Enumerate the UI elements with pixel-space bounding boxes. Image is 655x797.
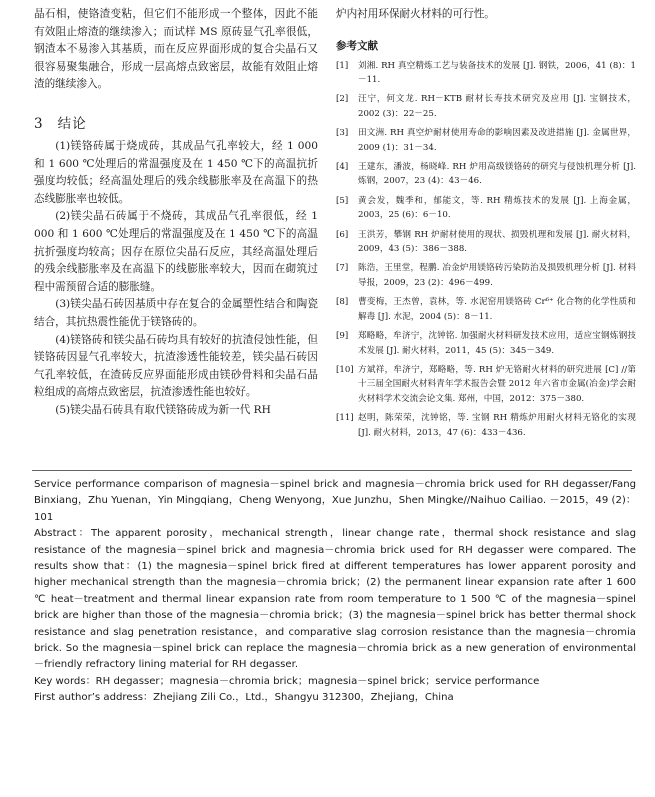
right-column [336, 6, 636, 445]
reference-number: [3] [336, 128, 349, 139]
reference-item [336, 363, 636, 406]
reference-number: [6] [336, 229, 349, 240]
reference-text: 赵明，陈荣荣，沈钟铭，等. 宝钢 RH 精炼炉用耐火材料无铬化的实现 [J]. 耐火材料，2013，47 (6)：433－436. [358, 413, 636, 438]
reference-number: [5] [336, 195, 349, 206]
reference-item [336, 411, 636, 440]
section-number: 3 [34, 115, 44, 132]
reference-number: [4] [336, 162, 349, 173]
english-abstract-block [34, 477, 636, 707]
section-heading [34, 112, 318, 132]
reference-item [336, 126, 636, 155]
intro-paragraph: 晶石相，使铬渣变粘，但它们不能形成一个整体，因此不能有效阻止熔渣的继续渗入；而试样 MS 原砖显气孔率很低，钢渣本不易渗入其基质，而在反应界面形成的复合尖晶石又很容易聚集融合，形成一层高熔点致密层，故能有效阻止熔渣的继续渗入。 [34, 8, 318, 91]
reference-text: 刘湘. RH 真空精炼工艺与装备技术的发展 [J]. 钢铁，2006，41 (8)：1－11. [358, 60, 636, 85]
reference-text: 黄会发，魏季和，郁能文，等. RH 精炼技术的发展 [J]. 上海金属，2003，25 (6)：6－10. [358, 195, 636, 221]
reference-item [336, 92, 636, 121]
section-divider [32, 470, 632, 471]
reference-text: 曹变梅，王杰曾，袁林，等. 水泥窑用镁铬砖 Cr⁶⁺ 化合物的化学性质和解毒 [J]. 水泥，2004 (5)：8－11. [358, 297, 636, 322]
continuation-text: 炉内衬用环保耐火材料的可行性。 [336, 8, 495, 20]
reference-number: [10] [336, 364, 354, 375]
reference-text: 陈浩，王里堂，程鹏. 冶金炉用镁铬砖污染防治及损毁机理分析 [J]. 材料导报，2009，23 (2)：496－499. [358, 263, 636, 288]
reference-item [336, 295, 636, 324]
reference-text: 王建东，潘波，杨晓峰. RH 炉用高级镁铬砖的研究与侵蚀机理分析 [J]. 炼钢，2007，23 (4)：43－46. [358, 162, 636, 187]
conclusion-1: (1)镁铬砖属于烧成砖，其成品气孔率较大，经 1 000 和 1 600 ℃处理后的常温强度及在 1 450 ℃下的高温抗折强度均较低；经高温处理后的残余线膨胀率及在高温下的热态线膨胀率也较低。 [34, 139, 318, 205]
reference-text: 方斌祥，牟济宁，郑略略，等. RH 炉无铬耐火材料的研究进展 [C] //第十三届全国耐火材料青年学术报告会暨 2012 年六省市金属(冶金)学会耐火材料学术交流会论文集. 郑州，中国，2012：375－380. [358, 364, 636, 404]
reference-item [336, 160, 636, 189]
conclusion-3: (3)镁尖晶石砖因基质中存在复合的金属塑性结合和陶瓷结合，其抗热震性能优于镁铬砖的。 [34, 298, 318, 328]
english-author-address: First author’s address：Zhejiang Zili Co.，Ltd.，Shangyu 312300，Zhejiang，China [34, 692, 454, 704]
reference-item [336, 329, 636, 358]
reference-item [336, 261, 636, 290]
reference-number: [8] [336, 297, 349, 308]
reference-text: 田文洲. RH 真空炉耐材使用寿命的影响因素及改进措施 [J]. 金属世界，2009 (1)：31－34. [358, 128, 636, 153]
reference-text: 郑略略，牟济宁，沈钟铭. 加强耐火材料研发技术应用，适应宝钢炼钢技术发展 [J]. 耐火材料，2011，45 (5)：345－349. [358, 331, 636, 356]
reference-number: [7] [336, 263, 349, 274]
reference-text: 王洪芳，攀钢 RH 炉耐材使用的现状、损毁机理和发展 [J]. 耐火材料，2009，43 (5)：386－388. [358, 229, 636, 255]
reference-item [336, 59, 636, 88]
reference-item [336, 228, 636, 257]
english-abstract: Abstract：The apparent porosity，mechanical strength，linear change rate，thermal shock resistance and slag resistance of the magnesia－spinel brick and magnesia－chromia brick used for RH degasser were compared. The results show that：(1) the magnesia－spinel brick fired at different temperatures has lower apparent porosity and higher mechanical strength than the magnesia－chromia brick；(2) the permanent linear expansion rate after 1 600 ℃ heat－treatment and thermal linear expansion rate from room temperature to 1 500 ℃ of the magnesia－spinel brick are higher than those of the magnesia－chromia brick；(3) the magnesia－spinel brick has better thermal shock resistance and slag penetration resistance，and comparative slag corrosion resistance than the magnesia－chromia brick. So the magnesia－spinel brick can replace the magnesia－chromia brick as a new generation of environmental－friendly refractory lining material for RH degasser. [34, 528, 636, 671]
reference-item [336, 194, 636, 223]
left-column [34, 6, 318, 419]
reference-number: [1] [336, 60, 349, 71]
english-title-line: Service performance comparison of magnesia－spinel brick and magnesia－chromia brick used for RH degasser/Fang Binxiang，Zhu Yuenan，Yin Mingqiang，Cheng Wenyong，Xue Junzhu，Shen Mingke//Naihuo Cailiao. －2015，49 (2)：101 [34, 479, 636, 523]
conclusion-5: (5)镁尖晶石砖具有取代镁铬砖成为新一代 RH [55, 403, 271, 416]
reference-number: [9] [336, 331, 349, 342]
reference-number: [2] [336, 94, 349, 105]
reference-number: [11] [336, 413, 354, 424]
references-title: 参考文献 [336, 39, 378, 52]
section-title: 结论 [57, 115, 87, 132]
english-keywords: Key words：RH degasser；magnesia－chromia brick；magnesia－spinel brick；service performance [34, 675, 540, 687]
conclusion-2: (2)镁尖晶石砖属于不烧砖，其成品气孔率很低，经 1 000 和 1 600 ℃处理后的常温强度及在 1 450 ℃下的高温抗折强度均较高；因存在原位尖晶石反应，其经高温处理后的残余线膨胀率及在高温下的线膨胀率较大，因而在砌筑过程中需预留合适的膨胀缝。 [34, 210, 318, 293]
reference-text: 汪宁，何文龙. RH－KTB 耐材长寿技术研究及应用 [J]. 宝钢技术，2002 (3)：22－25. [358, 94, 636, 119]
conclusion-4: (4)镁铬砖和镁尖晶石砖均具有较好的抗渣侵蚀性能，但镁铬砖因显气孔率较大，抗渣渗透性能较差，镁尖晶石砖因气孔率较低，在渣砖反应界面能形成由镁砂骨料和尖晶石晶粒组成的高熔点致密层，抗渣渗透性能也较好。 [34, 333, 318, 399]
